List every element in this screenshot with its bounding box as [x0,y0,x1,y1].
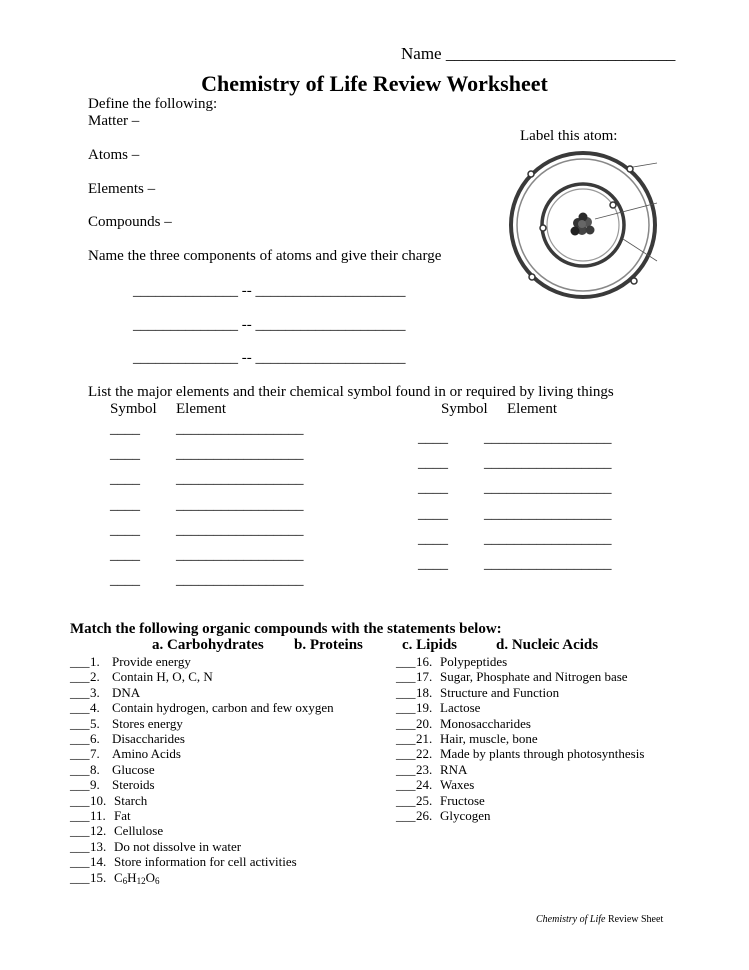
answer-blank[interactable]: ___ [396,808,416,823]
component-blank-3[interactable]: ______________ -- ____________________ [133,350,406,366]
item-number: 12. [90,823,107,839]
left-symbol-blank[interactable]: ____ [110,521,140,538]
match-item [70,669,213,685]
left-element-blank[interactable]: _________________ [176,471,304,488]
item-statement: Steroids [112,777,155,793]
term-atoms: Atoms – [88,147,140,163]
answer-blank[interactable]: ___ [70,669,90,685]
right-element-blank[interactable]: _________________ [484,556,612,572]
item-number: 6. [90,731,100,746]
item-statement: Contain hydrogen, carbon and few oxygen [112,700,334,716]
match-item [396,716,531,732]
item-number: 26. [416,808,433,823]
right-symbol-blank[interactable]: ____ [418,430,448,446]
match-item [396,700,480,716]
right-symbol-blank[interactable]: ____ [418,480,448,497]
match-item [396,685,559,701]
item-statement: Cellulose [114,823,164,839]
match-item [396,654,507,670]
choice-d: d. Nucleic Acids [496,637,599,653]
term-elements: Elements – [88,181,156,197]
left-symbol-blank[interactable]: ____ [110,572,140,589]
right-symbol-blank[interactable]: ____ [418,505,448,522]
item-number: 13. [90,838,107,854]
answer-blank[interactable]: ___ [396,761,416,777]
left-element-blank[interactable]: _________________ [176,421,304,437]
item-number: 18. [416,684,433,700]
answer-blank[interactable]: ___ [70,823,90,839]
answer-blank[interactable]: ___ [70,731,90,746]
answer-blank[interactable]: ___ [70,777,90,793]
item-number: 24. [416,777,433,793]
answer-blank[interactable]: ___ [396,731,416,746]
left-symbol-blank[interactable]: ____ [110,471,140,488]
atom-label: Label this atom: [520,128,618,144]
match-item [70,823,163,839]
item-statement: Provide energy [112,654,191,669]
match-item [396,669,628,685]
answer-blank[interactable]: ___ [396,669,416,685]
right-symbol-blank[interactable]: ____ [418,530,448,547]
right-symbol-blank[interactable]: ____ [418,556,448,572]
item-number: 9. [90,777,100,793]
answer-blank[interactable]: ___ [70,715,90,731]
right-element-blank[interactable]: _________________ [484,530,612,547]
choice-a: a. Carbohydrates [152,637,264,653]
item-statement: Waxes [440,777,475,793]
item-statement: Store information for cell activities [114,854,297,870]
item-statement: Lactose [440,700,481,716]
item-number: 5. [90,715,100,731]
answer-blank[interactable]: ___ [70,684,90,700]
item-number: 25. [416,792,433,808]
item-statement: RNA [440,761,468,777]
match-item [70,746,181,762]
match-item [396,746,644,762]
item-statement: Polypeptides [440,654,508,669]
match-item [70,685,140,701]
left-element-blank[interactable]: _________________ [176,496,304,513]
left-symbol-blank[interactable]: ____ [110,547,140,563]
right-symbol-blank[interactable]: ____ [418,455,448,472]
left-element-blank[interactable]: _________________ [176,446,304,463]
match-item [396,793,485,809]
item-statement: Made by plants through photosynthesis [440,746,645,762]
left-symbol-blank[interactable]: ____ [110,421,140,437]
term-matter: Matter – [88,113,140,129]
answer-blank[interactable]: ___ [396,792,416,808]
item-number: 16. [416,654,433,669]
item-statement: Amino Acids [112,746,181,762]
answer-blank[interactable]: ___ [396,654,416,669]
item-statement: Fat [114,808,131,823]
item-number: 10. [90,792,107,808]
item-statement: Disaccharides [112,731,185,746]
term-compounds: Compounds – [88,214,172,230]
right-element-blank[interactable]: _________________ [484,505,612,522]
name-field[interactable]: Name ___________________________ [401,44,676,63]
footer-italic: Chemistry of Life [536,914,606,925]
answer-blank[interactable]: ___ [396,715,416,731]
item-number: 15. [90,869,107,885]
item-statement: Stores energy [112,715,183,731]
match-item [70,808,131,824]
match-item [70,777,155,793]
item-statement: Sugar, Phosphate and Nitrogen base [440,669,628,685]
page-title: Chemistry of Life Review Worksheet [201,71,548,96]
item-number: 1. [90,654,100,669]
item-statement: Fructose [440,792,485,808]
match-item [70,793,147,809]
answer-blank[interactable]: ___ [70,746,90,762]
answer-blank[interactable]: ___ [396,684,416,700]
match-item [70,854,297,870]
answer-blank[interactable]: ___ [70,838,90,854]
item-statement: Starch [114,792,148,808]
answer-blank[interactable]: ___ [396,700,416,716]
left-symbol-header: Symbol [110,401,157,417]
answer-blank[interactable]: ___ [70,808,90,823]
item-number: 14. [90,854,107,870]
answer-blank[interactable]: ___ [70,869,90,885]
match-item [70,716,183,732]
answer-blank[interactable]: ___ [70,792,90,808]
item-statement: Hair, muscle, bone [440,731,538,746]
define-intro: Define the following: [88,96,218,112]
atom-nucleus [571,213,595,236]
item-number: 7. [90,746,100,762]
right-element-blank[interactable]: _________________ [484,430,612,446]
answer-blank[interactable]: ___ [70,700,90,716]
item-number: 21. [416,731,433,746]
right-element-blank[interactable]: _________________ [484,455,612,472]
left-element-blank[interactable]: _________________ [176,572,304,589]
item-number: 2. [90,669,100,685]
item-statement: Glycogen [440,808,491,823]
match-item [70,870,159,886]
item-number: 3. [90,684,100,700]
item-number: 20. [416,715,433,731]
match-item [396,808,491,824]
left-symbol-blank[interactable]: ____ [110,446,140,463]
answer-blank[interactable]: ___ [396,777,416,793]
item-statement: Do not dissolve in water [114,838,242,854]
match-item [70,700,334,716]
left-element-header: Element [176,401,226,417]
item-statement: Glucose [112,761,155,777]
left-symbol-blank[interactable]: ____ [110,496,140,513]
match-item [396,731,538,747]
item-statement: Contain H, O, C, N [112,669,213,685]
match-item [396,777,474,793]
component-blank-1[interactable]: ______________ -- ____________________ [133,283,406,299]
item-number: 11. [90,808,106,823]
match-item [70,654,191,670]
item-number: 4. [90,700,100,716]
answer-blank[interactable]: ___ [70,654,90,669]
item-statement: DNA [112,684,141,700]
choice-c: c. Lipids [402,637,458,653]
components-prompt: Name the three components of atoms and give their charge [88,248,442,264]
footer-rest: Review Sheet [605,914,664,925]
right-element-blank[interactable]: _________________ [484,480,612,497]
match-item [396,762,467,778]
answer-blank[interactable]: ___ [70,761,90,777]
item-statement: Structure and Function [440,684,560,700]
atom-diagram [505,143,665,308]
item-number: 8. [90,761,100,777]
left-element-blank[interactable]: _________________ [176,547,304,563]
match-item [70,731,185,747]
item-statement: Monosaccharides [440,715,531,731]
match-item [70,762,155,778]
component-blank-2[interactable]: ______________ -- ____________________ [133,317,406,333]
footer [536,914,663,925]
match-item [70,839,241,855]
right-element-header: Element [507,401,557,417]
item-number: 17. [416,669,433,685]
item-number: 22. [416,746,433,762]
item-number: 19. [416,700,433,716]
left-element-blank[interactable]: _________________ [176,521,304,538]
right-symbol-header: Symbol [441,401,488,417]
match-heading: Match the following organic compounds with the statements below: [70,621,502,637]
item-statement: $C_6H_{12}O_6$ [114,869,160,886]
answer-blank[interactable]: ___ [396,746,416,762]
item-number: 23. [416,761,433,777]
elements-prompt: List the major elements and their chemical symbol found in or required by living things [88,384,614,400]
choice-b: b. Proteins [294,637,363,653]
answer-blank[interactable]: ___ [70,854,90,870]
